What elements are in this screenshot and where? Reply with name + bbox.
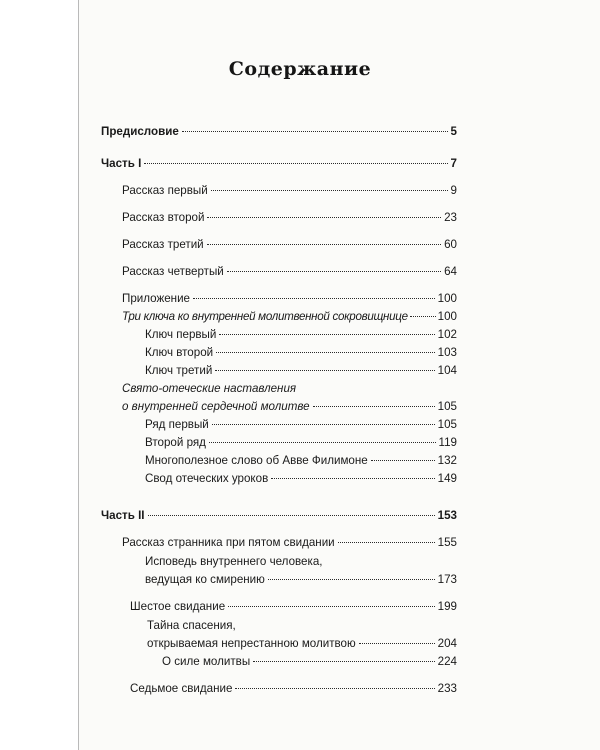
toc-entry-story-2 (122, 211, 457, 225)
toc-entry-label: Ключ второй (145, 346, 214, 359)
toc-page-number: 199 (437, 600, 457, 613)
toc-entry-label: Шестое свидание (130, 600, 226, 613)
toc-entry-label: Три ключа ко внутренней молитвенной сокровищнице (122, 310, 408, 323)
toc-page-number: 132 (437, 454, 457, 467)
toc-page-number: 23 (444, 211, 457, 224)
toc-entry-three-keys (122, 310, 457, 324)
toc-entry-lessons (145, 472, 457, 486)
toc-leader-dots (228, 606, 435, 607)
toc-leader-dots (371, 460, 435, 461)
toc-leader-dots (182, 131, 448, 132)
toc-page-number: 119 (438, 436, 457, 449)
toc-page-number: 105 (437, 418, 457, 431)
toc-entry-label: Предисловие (101, 125, 179, 138)
toc-entry-label: Второй ряд (145, 436, 206, 449)
toc-leader-dots (148, 515, 435, 516)
toc-entry-sixth-meeting (130, 600, 457, 614)
toc-entry-confession (145, 573, 457, 587)
toc-leader-dots (359, 643, 435, 644)
toc-entry-patristic-title: Свято-отеческие наставления (122, 382, 297, 395)
toc-page-number: 153 (437, 509, 457, 522)
toc-leader-dots (207, 217, 441, 218)
toc-leader-dots (313, 406, 435, 407)
toc-leader-dots (212, 424, 435, 425)
toc-entry-label: открываемая непрестанною молитвою (147, 637, 356, 650)
toc-leader-dots (253, 661, 435, 662)
toc-page-number: 103 (437, 346, 457, 359)
toc-page-number: 60 (444, 238, 457, 251)
toc-entry-part-2 (101, 509, 457, 523)
toc-entry-label: Ключ первый (145, 328, 217, 341)
toc-page-number: 104 (437, 364, 457, 377)
toc-entry-story-1 (122, 184, 457, 198)
toc-entry-label: Рассказ второй (122, 211, 205, 224)
toc-page-number: 155 (437, 536, 457, 549)
toc-entry-patristic-prayer (122, 400, 457, 414)
toc-entry-label: Рассказ четвертый (122, 265, 224, 278)
toc-entry-fifth-meeting (122, 536, 457, 550)
toc-entry-label: Многополезное слово об Авве Филимоне (145, 454, 368, 467)
toc-leader-dots (227, 271, 441, 272)
toc-page-number: 5 (450, 125, 457, 138)
toc-entry-label: Свод отеческих уроков (145, 472, 269, 485)
toc-page-number: 7 (450, 157, 457, 170)
toc-entry-label: Рассказ первый (122, 184, 208, 197)
toc-page-number: 102 (437, 328, 457, 341)
toc-entry-key-1 (145, 328, 457, 342)
toc-page-number: 100 (437, 292, 457, 305)
toc-entry-label: О силе молитвы (162, 655, 251, 668)
toc-entry-label: Приложение (122, 292, 191, 305)
toc-entry-philemon (145, 454, 457, 468)
toc-page-number: 105 (437, 400, 457, 413)
toc-entry-salvation (147, 637, 457, 651)
toc-entry-part-1 (101, 157, 457, 171)
toc-leader-dots (338, 542, 435, 543)
toc-page-number: 149 (437, 472, 457, 485)
toc-entry-label: Седьмое свидание (130, 682, 233, 695)
toc-entry-preface (101, 125, 457, 139)
toc-entry-row-1 (145, 418, 457, 432)
toc-leader-dots (144, 163, 447, 164)
toc-entry-seventh-meeting (130, 682, 457, 696)
toc-leader-dots (193, 298, 435, 299)
toc-leader-dots (271, 478, 434, 479)
page-edge-divider (78, 0, 79, 750)
toc-entry-label: Рассказ странника при пятом свидании (122, 536, 335, 549)
toc-entry-label: ведущая ко смирению (145, 573, 265, 586)
toc-leader-dots (215, 370, 434, 371)
toc-leader-dots (209, 442, 436, 443)
page-title: Содержание (228, 58, 372, 80)
toc-leader-dots (235, 688, 434, 689)
toc-entry-label: Часть II (101, 509, 145, 522)
toc-page-number: 9 (450, 184, 457, 197)
toc-entry-salvation-title: Тайна спасения, (147, 619, 236, 632)
toc-entry-key-2 (145, 346, 457, 360)
toc-leader-dots (216, 352, 435, 353)
toc-entry-story-4 (122, 265, 457, 279)
toc-page-number: 204 (437, 637, 457, 650)
toc-entry-story-3 (122, 238, 457, 252)
toc-entry-key-3 (145, 364, 457, 378)
toc-entry-appendix (122, 292, 457, 306)
toc-entry-label: о внутренней сердечной молитве (122, 400, 310, 413)
toc-leader-dots (268, 579, 435, 580)
toc-entry-label: Ряд первый (145, 418, 209, 431)
toc-page-number: 173 (437, 573, 457, 586)
toc-leader-dots (219, 334, 434, 335)
toc-leader-dots (410, 316, 436, 317)
toc-page-number: 100 (437, 310, 457, 323)
toc-entry-confession-title: Исповедь внутреннего человека, (145, 555, 323, 568)
toc-entry-label: Часть I (101, 157, 142, 170)
toc-leader-dots (207, 244, 441, 245)
toc-entry-label: Рассказ третий (122, 238, 204, 251)
toc-entry-label: Ключ третий (145, 364, 213, 377)
toc-leader-dots (211, 190, 448, 191)
toc-entry-power-of-prayer (162, 655, 457, 669)
toc-page-number: 64 (444, 265, 457, 278)
toc-page-number: 233 (437, 682, 457, 695)
toc-page-number: 224 (437, 655, 457, 668)
toc-entry-row-2 (145, 436, 457, 450)
